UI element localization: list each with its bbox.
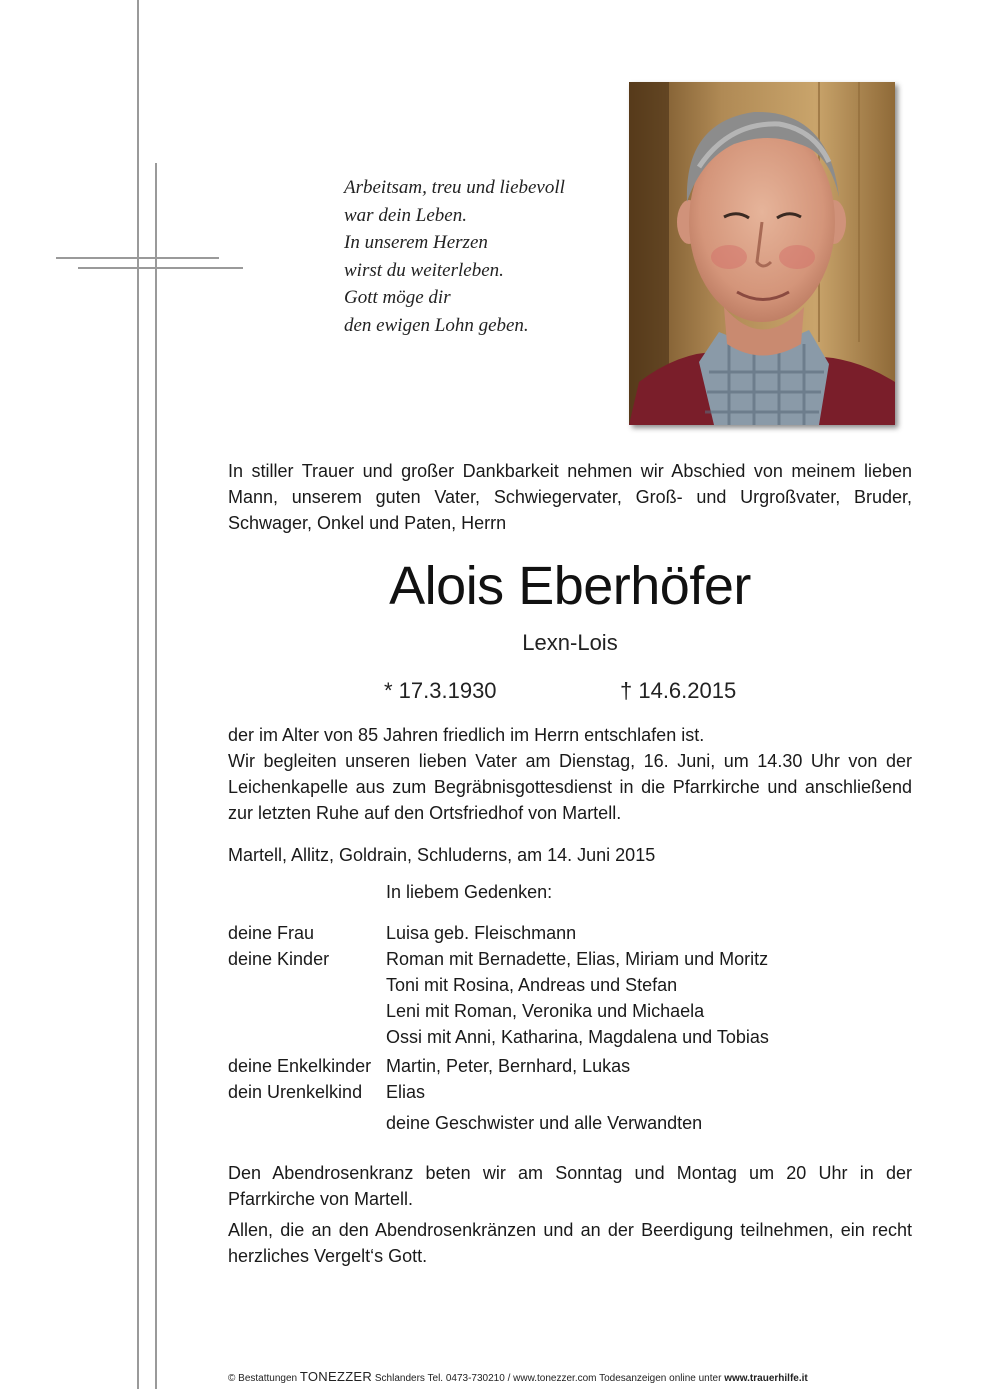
footer-prefix: © Bestattungen [228,1373,298,1384]
great-grandchild-name: Elias [386,1082,426,1102]
quote-line: wirst du weiterleben. [344,259,504,281]
child-family: Leni mit Roman, Veronika und Michaela [386,1001,705,1021]
portrait-photo [629,82,895,425]
quote-line: war dein Leben. [344,204,467,226]
memorial-quote [344,174,604,339]
footer-brand: TONEZZER [299,1369,373,1384]
place-date: Martell, Allitz, Goldrain, Schluderns, am 14. Juni 2015 [228,845,656,865]
other-relatives: deine Geschwister und alle Verwandten [386,1113,703,1133]
in-memory-heading: In liebem Gedenken: [386,882,553,902]
great-grandchild-label: dein Urenkelkind [228,1082,363,1102]
thanks-notice: Allen, die an den Abendrosenkränzen und an der Beerdigung teilnehmen, ein recht herzliches Vergelt‘s Gott. [228,1220,912,1266]
grandchildren-label: deine Enkelkinder [228,1056,372,1076]
cross-horizontal-line-bottom [78,267,243,269]
cross-vertical-line-right [155,163,157,1389]
cross-vertical-line-left [137,0,139,1389]
deceased-nickname: Lexn-Lois [522,630,618,655]
footer-website-link[interactable]: www.trauerhilfe.it [724,1373,808,1384]
birth-date: * 17.3.1930 [384,678,497,703]
quote-line: Arbeitsam, treu und liebevoll [344,177,565,198]
cross-horizontal-line-top [56,257,219,259]
quote-line: den ewigen Lohn geben. [344,314,529,336]
intro-paragraph: In stiller Trauer und großer Dankbarkeit nehmen wir Abschied von meinem lieben Mann, unserem guten Vater, Schwiegervater, Groß- und Urgroßvater, Bruder, Schwager, Onkel und Paten, Herrn [228,461,912,533]
funeral-paragraph: Wir begleiten unseren lieben Vater am Dienstag, 16. Juni, um 14.30 Uhr von der Leichenkapelle aus zum Begräbnisgottesdienst in die Pfarrkirche und anschließend zur letzten Ruhe auf den Ortsfriedhof von Martell. [228,751,912,823]
rosary-notice: Den Abendrosenkranz beten wir am Sonntag und Montag um 20 Uhr in der Pfarrkirche von Martell. [228,1163,912,1209]
child-family: Roman mit Bernadette, Elias, Miriam und Moritz [386,949,769,969]
child-family: Ossi mit Anni, Katharina, Magdalena und Tobias [386,1027,769,1047]
wife-label: deine Frau [228,923,315,943]
wife-name: Luisa geb. Fleischmann [386,923,577,943]
children-label: deine Kinder [228,949,330,969]
deceased-name: Alois Eberhöfer [389,556,751,616]
grandchildren-names: Martin, Peter, Bernhard, Lukas [386,1056,631,1076]
quote-line: In unserem Herzen [344,232,488,253]
age-line: der im Alter von 85 Jahren friedlich im Herrn entschlafen ist. [228,725,705,745]
footer-info: Schlanders Tel. 0473-730210 / www.tonezzer.com Todesanzeigen online unter [374,1373,722,1384]
child-family: Toni mit Rosina, Andreas und Stefan [386,975,678,995]
footer [228,1370,808,1386]
death-date: † 14.6.2015 [620,678,737,703]
quote-line: Gott möge dir [344,287,451,308]
